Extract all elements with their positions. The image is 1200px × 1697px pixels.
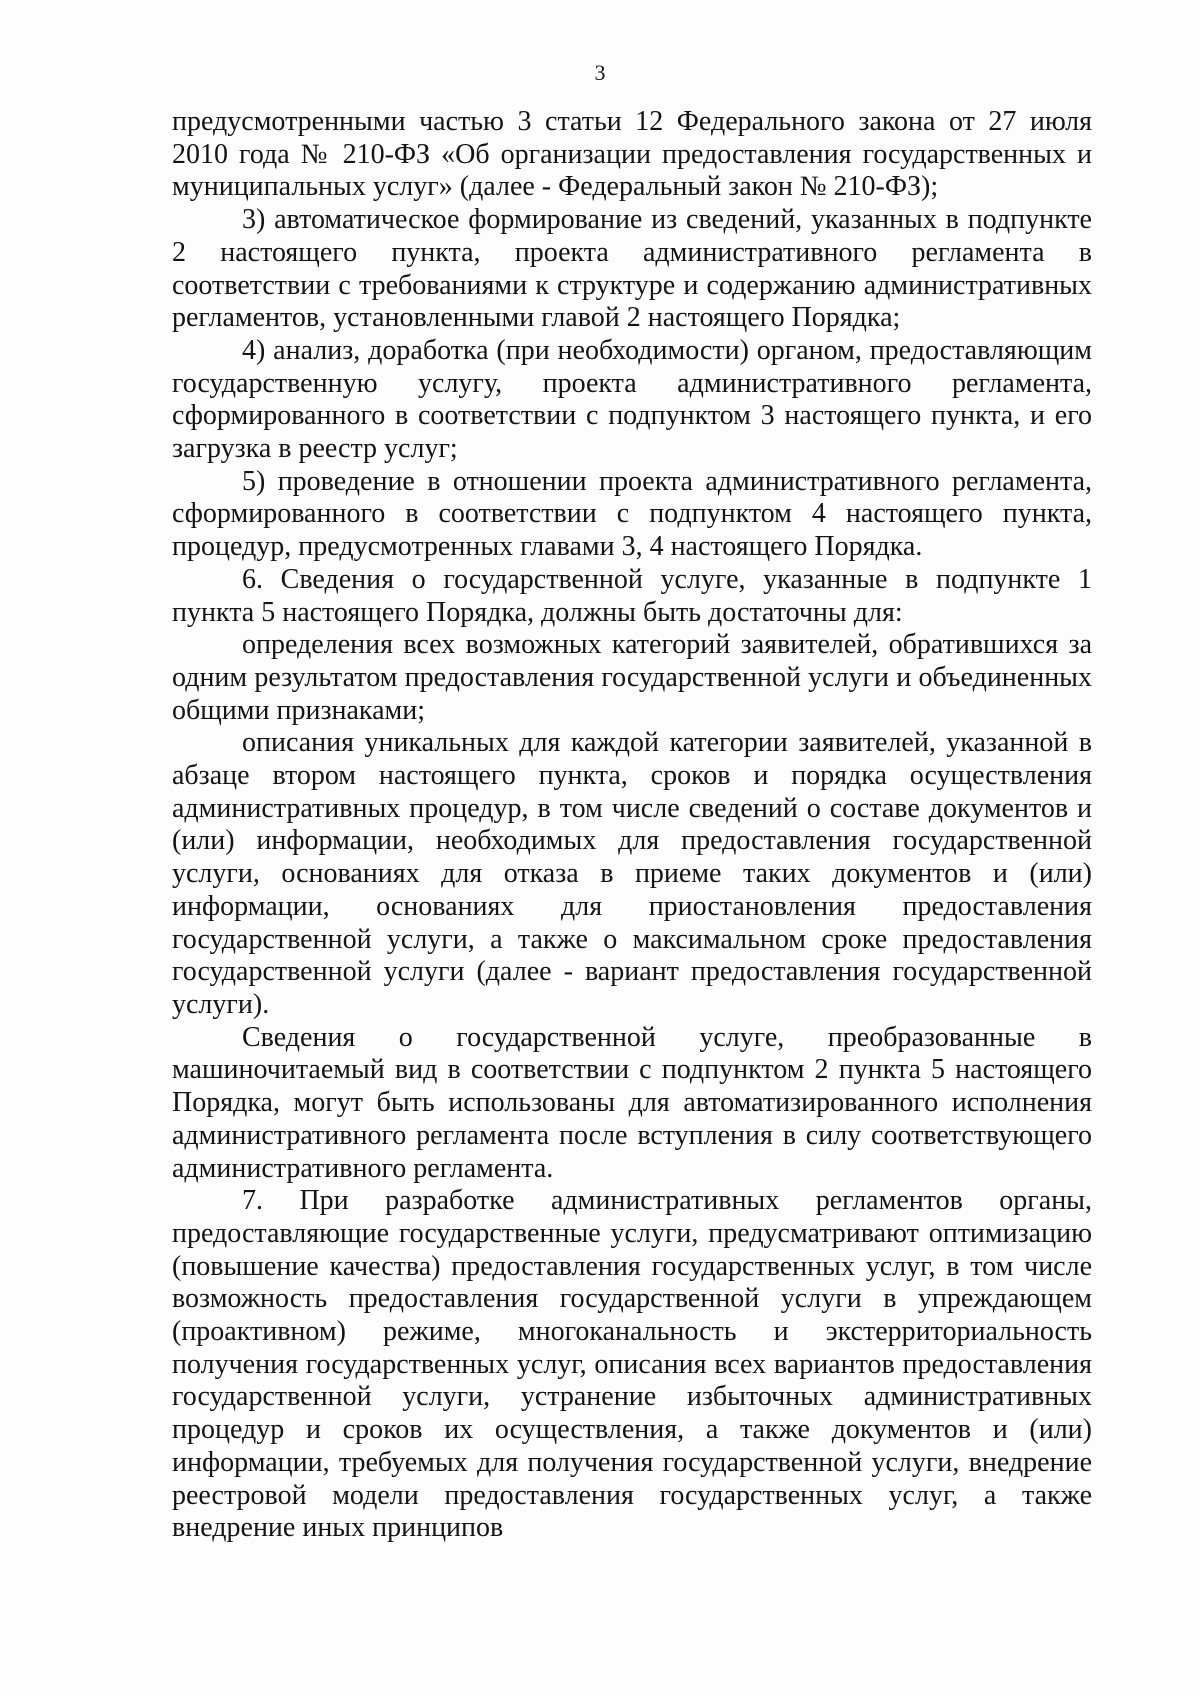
paragraph-item-6-descriptions: описания уникальных для каждой категории заявителей, указанной в абзаце втором настоящего пункта, сроков и порядка осуществления административных процедур, в том числе сведений о составе документов и (или) информации, необходимых для предоставления государственной услуги, основаниях для отказа в приеме таких документов и (или) информации, основаниях для приостановления предоставления государственной услуги, а также о максимальном сроке предоставления государственной услуги (далее - вариант предоставления государственной услуги). [172, 727, 1092, 1020]
paragraph-subpoint-3: 3) автоматическое формирование из сведений, указанных в подпункте 2 настоящего пункта, проекта административного регламента в соответствии с требованиями к структуре и содержанию административных регламентов, установленными главой 2 настоящего Порядка; [172, 204, 1092, 334]
paragraph-continuation: предусмотренными частью 3 статьи 12 Федерального закона от 27 июля 2010 года № 210-ФЗ «Об организации предоставления государственных и муниципальных услуг» (далее - Федеральный закон № 210-ФЗ); [172, 106, 1092, 203]
paragraph-item-6: 6. Сведения о государственной услуге, указанные в подпункте 1 пункта 5 настоящего Порядка, должны быть достаточны для: [172, 563, 1092, 628]
page-number: 3 [594, 60, 606, 85]
paragraph-subpoint-5: 5) проведение в отношении проекта административного регламента, сформированного в соответствии с подпунктом 4 настоящего пункта, процедур, предусмотренных главами 3, 4 настоящего Порядка. [172, 465, 1092, 563]
paragraph-item-6-categories: определения всех возможных категорий заявителей, обратившихся за одним результатом предоставления государственной услуги и объединенных общими признаками; [172, 629, 1092, 726]
paragraph-item-7: 7. При разработке административных регламентов органы, предоставляющие государственные услуги, предусматривают оптимизацию (повышение качества) предоставления государственных услуг, в том числе возможность предоставления государственной услуги в упреждающем (проактивном) режиме, многоканальность и экстерриториальность получения государственных услуг, описания всех вариантов предоставления государственной услуги, устранение избыточных административных процедур и сроков их осуществления, а также документов и (или) информации, требуемых для получения государственной услуги, внедрение реестровой модели предоставления государственных услуг, а также внедрение иных принципов [172, 1185, 1092, 1544]
paragraph-item-6-machine-readable: Сведения о государственной услуге, преобразованные в машиночитаемый вид в соответствии с подпунктом 2 пункта 5 настоящего Порядка, могут быть использованы для автоматизированного исполнения административного регламента после вступления в силу соответствующего административного регламента. [172, 1021, 1092, 1184]
document-body [172, 106, 1092, 1545]
paragraph-subpoint-4: 4) анализ, доработка (при необходимости) органом, предоставляющим государственную услугу, проекта административного регламента, сформированного в соответствии с подпунктом 3 настоящего пункта, и его загрузка в реестр услуг; [172, 334, 1092, 465]
